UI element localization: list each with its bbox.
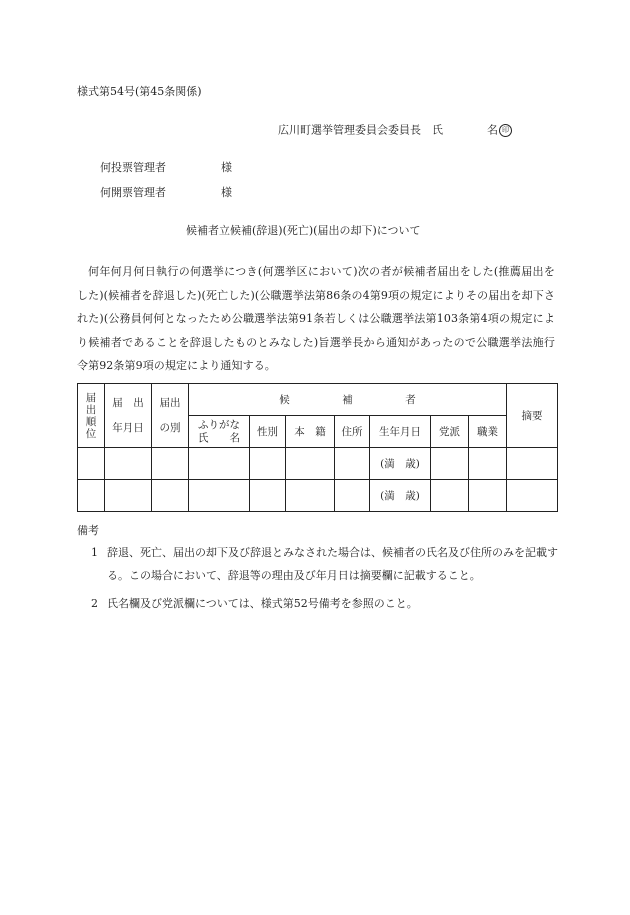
addressee-counting-manager: 何開票管理者 様: [100, 186, 232, 199]
table-row: [78, 480, 558, 512]
note-item: [91, 541, 561, 587]
header-sex: 性別: [250, 416, 286, 448]
header-name: ふりがな 氏 名: [189, 416, 250, 448]
seal-icon: 印: [499, 124, 512, 137]
header-address: 住所: [335, 416, 370, 448]
header-party: 党派: [431, 416, 469, 448]
header-birthdate: 生年月日: [370, 416, 431, 448]
table-row: [78, 448, 558, 480]
note-item: [91, 592, 561, 615]
header-filing-date: 届 出 年月日: [105, 384, 152, 448]
header-occupation: 職業: [469, 416, 507, 448]
committee-chair-title: [278, 124, 512, 137]
body-paragraph: 何年何月何日執行の何選挙につき(何選挙区において)次の者が候補者届出をした(推薦届出をした)(候補者を辞退した)(死亡した)(公職選挙法第86条の4第9項の規定によりその届出を却下された)(公務員何何となったため公職選挙法第91条若しくは公職選挙法第103条第4項の規定により候補者であることを辞退したものとみなした)旨選挙長から通知があったので公職選挙法施行令第92条第9項の規定により通知する。: [77, 265, 555, 372]
header-domicile: 本 籍: [286, 416, 335, 448]
note-number: 2: [91, 597, 98, 610]
candidate-table: [77, 383, 558, 512]
note-text: 辞退、死亡、届出の却下及び辞退とみなされた場合は、候補者の氏名及び住所のみを記載する。この場合において、辞退等の理由及び年月日は摘要欄に記載すること。: [107, 546, 558, 582]
document-subject: 候補者立候補(辞退)(死亡)(届出の却下)について: [186, 224, 421, 237]
note-text: 氏名欄及び党派欄については、様式第52号備考を参照のこと。: [107, 597, 418, 610]
header-filing-order: 届出順位: [78, 384, 105, 448]
committee-chair-text: 広川町選挙管理委員会委員長 氏 名: [278, 123, 498, 137]
birthdate-age-cell: (満 歳): [370, 448, 431, 480]
note-number: 1: [91, 546, 98, 559]
notes-heading: 備考: [77, 524, 99, 537]
header-filing-type: 届出 の別: [152, 384, 189, 448]
addressee-voting-manager: 何投票管理者 様: [100, 161, 232, 174]
header-candidate: 候 補 者: [189, 384, 507, 416]
header-remarks: 摘要: [507, 384, 558, 448]
birthdate-age-cell: (満 歳): [370, 480, 431, 512]
form-number: 様式第54号(第45条関係): [77, 85, 202, 98]
